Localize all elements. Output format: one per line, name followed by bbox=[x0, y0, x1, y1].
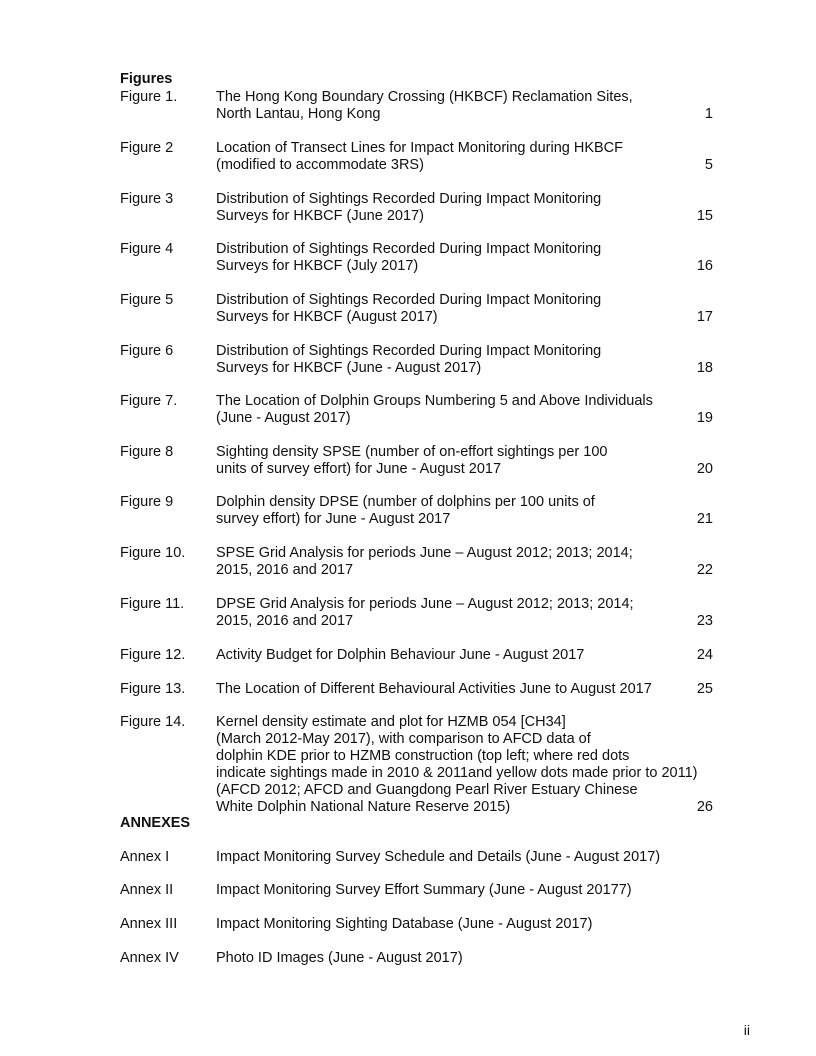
figure-description-line: Distribution of Sightings Recorded During Impact Monitoring bbox=[216, 191, 602, 207]
figure-description-line: 2015, 2016 and 2017 bbox=[216, 613, 354, 629]
figure-description bbox=[216, 444, 716, 478]
figure-label: Figure 1. bbox=[120, 89, 178, 105]
annexes-heading: ANNEXES bbox=[120, 815, 191, 831]
figure-description bbox=[216, 343, 716, 377]
figure-page-number: 18 bbox=[696, 360, 713, 376]
figure-description-line: (modified to accommodate 3RS) bbox=[216, 157, 424, 173]
annex-label: Annex III bbox=[120, 916, 178, 932]
annex-description bbox=[216, 882, 716, 899]
figure-page-number: 17 bbox=[696, 309, 713, 325]
figure-label: Figure 14. bbox=[120, 714, 186, 730]
figure-description-line: units of survey effort) for June - August 2017 bbox=[216, 461, 502, 477]
annex-label: Annex IV bbox=[120, 950, 179, 966]
figure-description-line: indicate sightings made in 2010 & 2011and yellow dots made prior to 2011) bbox=[216, 765, 698, 781]
figure-description-line: The Hong Kong Boundary Crossing (HKBCF) Reclamation Sites, bbox=[216, 89, 633, 105]
figure-page-number: 25 bbox=[696, 681, 713, 697]
figure-description-line: (March 2012-May 2017), with comparison to AFCD data of bbox=[216, 731, 591, 747]
figure-label: Figure 8 bbox=[120, 444, 174, 460]
annex-description bbox=[216, 916, 716, 933]
figure-description-line: SPSE Grid Analysis for periods June – August 2012; 2013; 2014; bbox=[216, 545, 633, 561]
figure-description-line: Sighting density SPSE (number of on-effort sightings per 100 bbox=[216, 444, 608, 460]
figure-page-number: 23 bbox=[696, 613, 713, 629]
figure-page-number: 16 bbox=[696, 258, 713, 274]
figure-page-number: 24 bbox=[696, 647, 713, 663]
annex-description-line: Impact Monitoring Survey Schedule and Details (June - August 2017) bbox=[216, 849, 661, 865]
figure-label: Figure 4 bbox=[120, 241, 174, 257]
figure-page-number: 21 bbox=[696, 511, 713, 527]
figure-description bbox=[216, 545, 716, 579]
figure-description-line: Dolphin density DPSE (number of dolphins per 100 units of bbox=[216, 494, 595, 510]
figure-page-number: 22 bbox=[696, 562, 713, 578]
annex-label: Annex II bbox=[120, 882, 174, 898]
figure-description bbox=[216, 393, 716, 427]
figure-description-line: Surveys for HKBCF (June 2017) bbox=[216, 208, 424, 224]
figure-description-line: Surveys for HKBCF (August 2017) bbox=[216, 309, 438, 325]
figure-page-number: 19 bbox=[696, 410, 713, 426]
figure-page-number: 1 bbox=[704, 106, 713, 122]
figure-label: Figure 13. bbox=[120, 681, 186, 697]
annex-description bbox=[216, 950, 716, 967]
figure-description bbox=[216, 647, 716, 664]
figure-description bbox=[216, 292, 716, 326]
annex-description-line: Impact Monitoring Sighting Database (June - August 2017) bbox=[216, 916, 593, 932]
figure-description-line: 2015, 2016 and 2017 bbox=[216, 562, 354, 578]
figure-page-number: 15 bbox=[696, 208, 713, 224]
figure-page-number: 5 bbox=[704, 157, 713, 173]
figure-description-line: Distribution of Sightings Recorded During Impact Monitoring bbox=[216, 343, 602, 359]
annex-description-line: Impact Monitoring Survey Effort Summary (June - August 20177) bbox=[216, 882, 632, 898]
figure-description bbox=[216, 681, 716, 698]
figure-label: Figure 11. bbox=[120, 596, 185, 612]
figure-description-line: Kernel density estimate and plot for HZMB 054 [CH34] bbox=[216, 714, 566, 730]
page-number: ii bbox=[743, 1022, 750, 1038]
figure-description-line: DPSE Grid Analysis for periods June – August 2012; 2013; 2014; bbox=[216, 596, 634, 612]
figure-description-line: North Lantau, Hong Kong bbox=[216, 106, 381, 122]
figure-description-line: Surveys for HKBCF (June - August 2017) bbox=[216, 360, 482, 376]
figure-page-number: 20 bbox=[696, 461, 713, 477]
figure-description-line: (June - August 2017) bbox=[216, 410, 351, 426]
figure-description bbox=[216, 714, 716, 816]
annex-description bbox=[216, 849, 716, 866]
figure-description-line: Location of Transect Lines for Impact Monitoring during HKBCF bbox=[216, 140, 623, 156]
annex-description-line: Photo ID Images (June - August 2017) bbox=[216, 950, 463, 966]
figure-description-line: The Location of Different Behavioural Activities June to August 2017 bbox=[216, 681, 652, 697]
figure-description bbox=[216, 494, 716, 528]
figure-description-line: (AFCD 2012; AFCD and Guangdong Pearl River Estuary Chinese bbox=[216, 782, 638, 798]
figure-description-line: The Location of Dolphin Groups Numbering 5 and Above Individuals bbox=[216, 393, 653, 409]
figure-description-line: dolphin KDE prior to HZMB construction (top left; where red dots bbox=[216, 748, 630, 764]
figure-label: Figure 12. bbox=[120, 647, 186, 663]
annex-label: Annex I bbox=[120, 849, 170, 865]
figure-description bbox=[216, 89, 716, 123]
figure-description-line: Activity Budget for Dolphin Behaviour June - August 2017 bbox=[216, 647, 585, 663]
figure-description-line: Surveys for HKBCF (July 2017) bbox=[216, 258, 419, 274]
figure-label: Figure 6 bbox=[120, 343, 174, 359]
figure-description bbox=[216, 140, 716, 174]
figure-description bbox=[216, 596, 716, 630]
figure-description bbox=[216, 191, 716, 225]
figure-label: Figure 10. bbox=[120, 545, 186, 561]
figure-description-line: White Dolphin National Nature Reserve 2015) bbox=[216, 799, 511, 815]
figure-label: Figure 3 bbox=[120, 191, 174, 207]
figure-description bbox=[216, 241, 716, 275]
figure-label: Figure 5 bbox=[120, 292, 174, 308]
figure-label: Figure 7. bbox=[120, 393, 178, 409]
figure-description-line: Distribution of Sightings Recorded During Impact Monitoring bbox=[216, 292, 602, 308]
figure-label: Figure 2 bbox=[120, 140, 174, 156]
figure-description-line: survey effort) for June - August 2017 bbox=[216, 511, 451, 527]
figures-heading: Figures bbox=[120, 71, 173, 87]
figure-page-number: 26 bbox=[696, 799, 713, 815]
figure-label: Figure 9 bbox=[120, 494, 174, 510]
figure-description-line: Distribution of Sightings Recorded During Impact Monitoring bbox=[216, 241, 602, 257]
